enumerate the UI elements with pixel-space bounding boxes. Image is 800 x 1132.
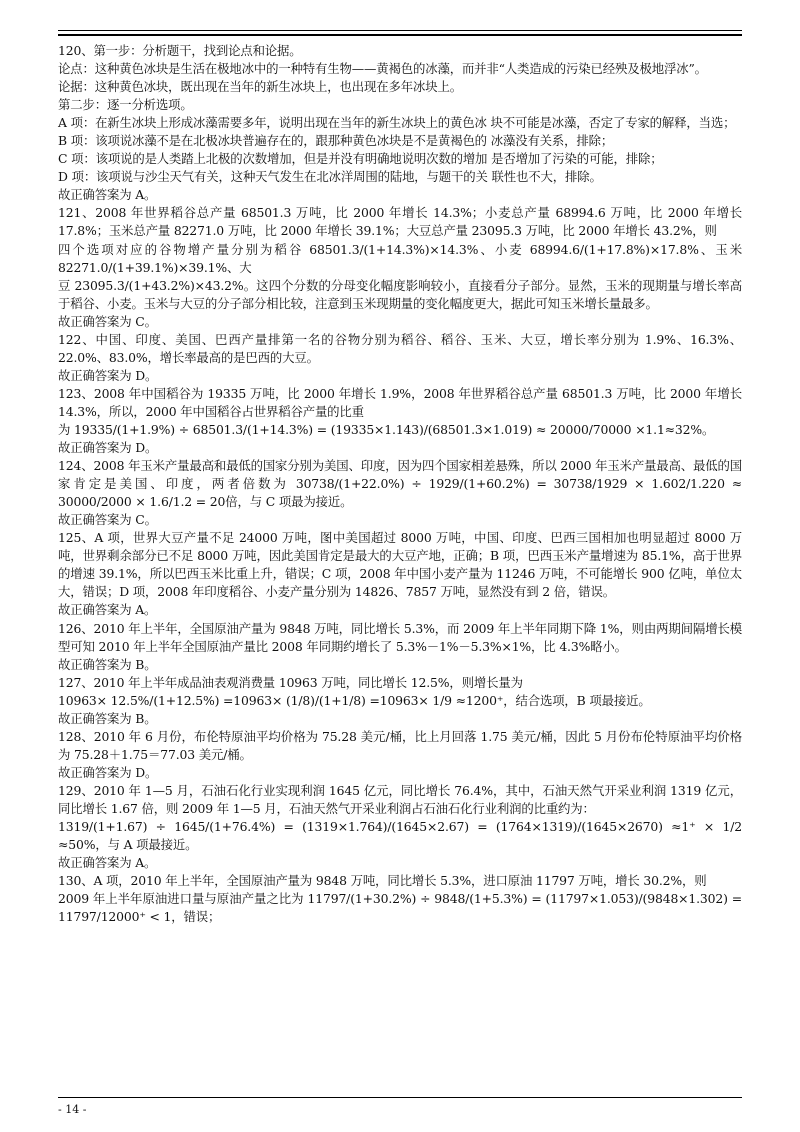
answer-line: 故正确答案为 D。: [58, 764, 158, 780]
answer-line: 故正确答案为 A。: [58, 855, 157, 871]
text-line: 第二步：逐一分析选项。: [58, 97, 193, 113]
text-line: A 项：在新生冰块上形成冰藻需要多年，说明出现在当年的新生冰块上的黄色冰 块不可能是冰藻，否定了专家的解释，当选；: [58, 115, 736, 131]
text-line: 125、A 项，世界大豆产量不足 24000 万吨，图中美国超过 8000 万吨，中国、印度、巴西三国相加也明显超过 8000 万吨，世界剩余部分已不足 8000 万吨，因此美国肯定是最大的大豆产地，正确；B 项，巴西玉米产量增速为 85.1%，高于世界的增速 39.1%，所以巴西玉米比重上升，错误；C 项，2008 年中国小麦产量为 11246 万吨，不可能增长 900 亿吨，单位太大，错误；D 项，2008 年印度稻谷、小麦产量分别为 14826、7857 万吨，显然没有到 2 倍，错误。: [58, 530, 742, 600]
answer-line: 故正确答案为 A。: [58, 602, 157, 618]
answer-line: 故正确答案为 C。: [58, 512, 157, 528]
text-line: 论点：这种黄色冰块是生活在极地冰中的一种特有生物——黄褐色的冰藻，而并非“人类造成的污染已经殃及极地浮冰”。: [58, 61, 707, 77]
answer-explanations: [58, 42, 742, 926]
text-line: 129、2010 年 1—5 月，石油石化行业实现利润 1645 亿元，同比增长 76.4%，其中，石油天然气开采业利润 1319 亿元，同比增长 1.67 倍，则 2009 年 1—5 月，石油天然气开采业利润占石油石化行业利润的比重约为：: [58, 782, 742, 816]
formula-line: 1319/(1+1.67) ÷ 1645/(1+76.4%) = (1319×1.764)/(1645×2.67) = (1764×1319)/(1645×2670) ≈1⁺ × 1/2 ≈50%，与 A 项最接近。: [58, 819, 742, 853]
formula-line: 为 19335/(1+1.9%) ÷ 68501.3/(1+14.3%) = (19335×1.143)/(68501.3×1.019) ≈ 20000/70000 ×1.1≈32%。: [58, 421, 715, 437]
text-line: C 项：该项说的是人类踏上北极的次数增加，但是并没有明确地说明次数的增加 是否增加了污染的可能，排除；: [58, 151, 663, 167]
text-line: 130、A 项，2010 年上半年，全国原油产量为 9848 万吨，同比增长 5.3%，进口原油 11797 万吨，增长 30.2%，则: [58, 873, 707, 889]
text-line: 127、2010 年上半年成品油表观消费量 10963 万吨，同比增长 12.5%，则增长量为: [58, 674, 523, 690]
formula-line: 豆 23095.3/(1+43.2%)×43.2%。这四个分数的分母变化幅度影响较小，直接看分子部分。显然，玉米的现期量与增长率高于稻谷、小麦。玉米与大豆的分子部分相比较，注意到玉米现期量的变化幅度更大，据此可知玉米增长量最多。: [58, 277, 742, 311]
answer-line: 故正确答案为 D。: [58, 367, 158, 383]
text-line: 128、2010 年 6 月份，布伦特原油平均价格为 75.28 美元/桶，比上月回落 1.75 美元/桶，因此 5 月份布伦特原油平均价格为 75.28＋1.75＝77.03 美元/桶。: [58, 728, 742, 762]
text-line: 121、2008 年世界稻谷总产量 68501.3 万吨，比 2000 年增长 14.3%；小麦总产量 68994.6 万吨，比 2000 年增长 17.8%；玉米总产量 82271.0 万吨，比 2000 年增长 39.1%；大豆总产量 23095.3 万吨，比 2000 年增长 43.2%，则: [58, 205, 742, 239]
formula-line: 2009 年上半年原油进口量与原油产量之比为 11797/(1+30.2%) ÷ 9848/(1+5.3%) = (11797×1.053)/(9848×1.302) = 11797/12000⁺ < 1，错误；: [58, 891, 742, 925]
answer-line: 故正确答案为 C。: [58, 313, 157, 329]
text-line: B 项：该项说冰藻不是在北极冰块普遍存在的，跟那种黄色冰块是不是黄褐色的 冰藻没有关系，排除；: [58, 133, 614, 149]
text-line: 123、2008 年中国稻谷为 19335 万吨，比 2000 年增长 1.9%，2008 年世界稻谷总产量 68501.3 万吨，比 2000 年增长 14.3%，所以，2000 年中国稻谷占世界稻谷产量的比重: [58, 385, 742, 419]
formula-line: 10963× 12.5%/(1+12.5%) =10963× (1/8)/(1+1/8) =10963× 1/9 ≈1200⁺，结合选项，B 项最接近。: [58, 692, 651, 708]
text-line: 论据：这种黄色冰块，既出现在当年的新生冰块上，也出现在多年冰块上。: [58, 79, 462, 95]
formula-line: 124、2008 年玉米产量最高和最低的国家分别为美国、印度，因为四个国家相差悬殊，所以 2000 年玉米产量最高、最低的国家肯定是美国、印度，两者倍数为 30738/(1+22.0%) ÷ 1929/(1+60.2%) = 30738/1929 × 1.602/1.220 ≈ 30000/2000 × 1.6/1.2 = 20倍，与 C 项最为接近。: [58, 458, 742, 510]
text-line: 126、2010 年上半年，全国原油产量为 9848 万吨，同比增长 5.3%，而 2009 年上半年同期下降 1%，则由两期间隔增长模型可知 2010 年上半年全国原油产量比 2008 年同期约增长了 5.3%－1%－5.3%×1%，比 4.3%略小。: [58, 620, 742, 654]
footer-rule: [58, 1097, 742, 1098]
header-rule-thick: [58, 34, 742, 36]
answer-line: 故正确答案为 B。: [58, 656, 157, 672]
header-rule-thin: [58, 30, 742, 31]
text-line: D 项：该项说与沙尘天气有关，这种天气发生在北冰洋周围的陆地，与题干的关 联性也不大，排除。: [58, 169, 602, 185]
answer-line: 故正确答案为 B。: [58, 710, 157, 726]
page-number: - 14 -: [58, 1103, 87, 1116]
text-line: 120、第一步：分析题干，找到论点和论据。: [58, 43, 302, 58]
formula-line: 四个选项对应的谷物增产量分别为稻谷 68501.3/(1+14.3%)×14.3%、小麦 68994.6/(1+17.8%)×17.8%、玉米 82271.0/(1+39.1%)×39.1%、大: [58, 241, 742, 275]
answer-line: 故正确答案为 D。: [58, 440, 158, 456]
text-line: 122、中国、印度、美国、巴西产量排第一名的谷物分别为稻谷、稻谷、玉米、大豆，增长率分别为 1.9%、16.3%、22.0%、83.0%，增长率最高的是巴西的大豆。: [58, 331, 742, 365]
answer-line: 故正确答案为 A。: [58, 187, 157, 203]
